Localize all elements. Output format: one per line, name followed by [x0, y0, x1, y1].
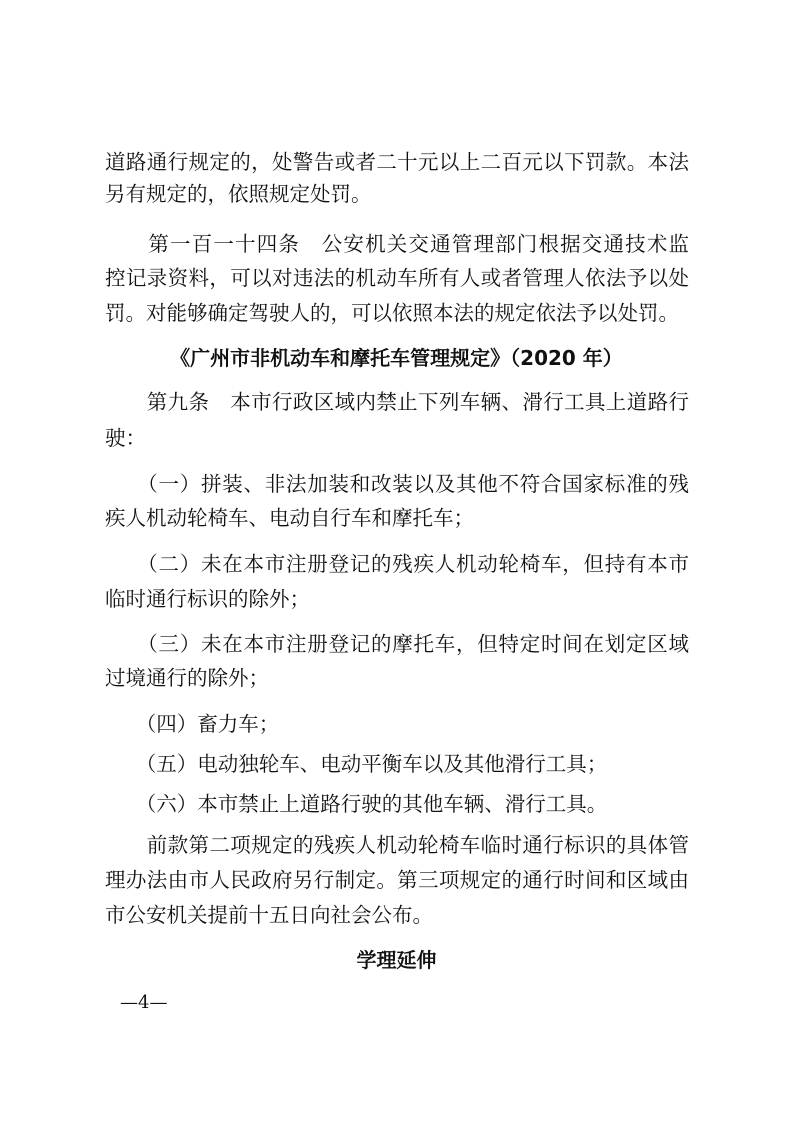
paragraph-line: 另有规定的，依照规定处罚。 — [105, 182, 372, 206]
paragraph-line: 临时通行标识的除外； — [105, 587, 310, 611]
paragraph-line: 第一百一十四条 公安机关交通管理部门根据交通技术监 — [105, 232, 689, 256]
paragraph-line: （六）本市禁止上道路行驶的其他车辆、滑行工具。 — [105, 792, 608, 816]
paragraph-line: 道路通行规定的，处警告或者二十元以上二百元以下罚款。本法 — [105, 150, 689, 174]
paragraph-line: 前款第二项规定的残疾人机动轮椅车临时通行标识的具体管 — [105, 833, 689, 857]
section-title: 学理延伸 — [356, 948, 437, 972]
paragraph-line: 第九条 本市行政区域内禁止下列车辆、滑行工具上道路行 — [105, 390, 689, 414]
paragraph-line: 罚。对能够确定驾驶人的，可以依照本法的规定依法予以处罚。 — [105, 301, 679, 325]
paragraph-line: 市公安机关提前十五日向社会公布。 — [105, 903, 433, 927]
paragraph-line: 驶： — [105, 426, 146, 450]
page-number: —4— — [120, 992, 168, 1013]
paragraph-line: （二）未在本市注册登记的残疾人机动轮椅车，但持有本市 — [105, 552, 689, 576]
paragraph-line: （三）未在本市注册登记的摩托车，但特定时间在划定区域 — [105, 632, 689, 656]
paragraph-line: 过境通行的除外； — [105, 666, 269, 690]
paragraph-line: （一）拼装、非法加装和改装以及其他不符合国家标准的残 — [105, 472, 689, 496]
law-title: 《广州市非机动车和摩托车管理规定》（2020 年） — [170, 346, 623, 370]
paragraph-line: 理办法由市人民政府另行制定。第三项规定的通行时间和区域由 — [105, 868, 689, 892]
paragraph-line: （五）电动独轮车、电动平衡车以及其他滑行工具； — [105, 752, 608, 776]
paragraph-line: （四）畜力车； — [105, 712, 280, 736]
paragraph-line: 疾人机动轮椅车、电动自行车和摩托车； — [105, 506, 474, 530]
paragraph-line: 控记录资料，可以对违法的机动车所有人或者管理人依法予以处 — [105, 266, 689, 290]
